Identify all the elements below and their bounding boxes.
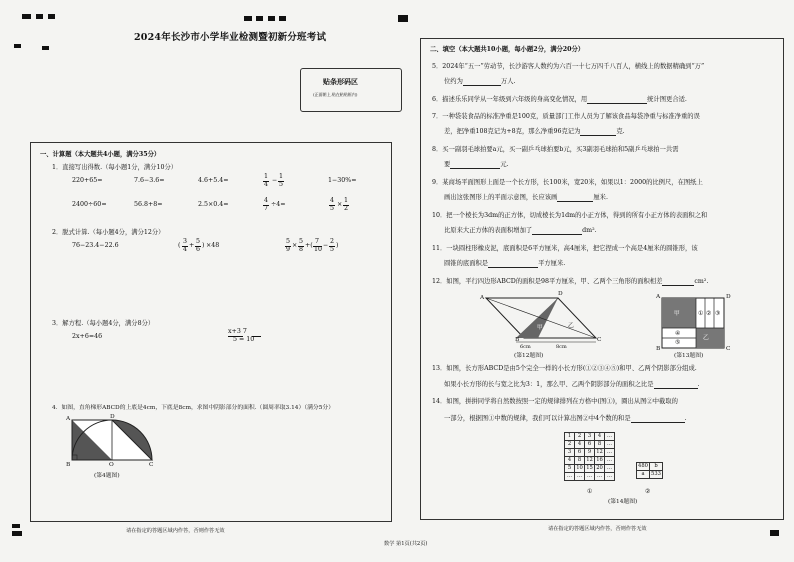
q4-text: 4．如图，直角梯形ABCD的上底是4cm，下底是8cm，求图中阴影部分的面积.（圆周率取3.14）（满分5分） bbox=[52, 405, 335, 411]
q4-label-d: D bbox=[110, 414, 115, 420]
q4-label-o: O bbox=[109, 462, 114, 468]
q12-label-d: D bbox=[558, 291, 563, 297]
q12-caption: (第12题图) bbox=[514, 353, 544, 359]
q10-line1: 10．把一个棱长为3dm的正方体，切成棱长为1dm的小正方体，得到的所有小正方体的表面积之和 bbox=[432, 212, 708, 219]
q7-line1: 7．一种袋装食品的标准净重是100克，质量部门工作人员为了解该食品每袋净重与标准净重的误 bbox=[432, 113, 700, 120]
exam-title: 2024年长沙市小学毕业检测暨初新分班考试 bbox=[134, 32, 327, 43]
registration-mark bbox=[48, 14, 55, 19]
q13-label-jia: 甲 bbox=[674, 311, 680, 317]
q1-item: 7.6−3.6= bbox=[134, 177, 165, 184]
q13-label-2: ② bbox=[706, 311, 712, 317]
registration-mark bbox=[268, 16, 275, 21]
registration-mark bbox=[398, 15, 408, 22]
q12-label-yi: 乙 bbox=[568, 323, 574, 329]
q1-item: 220+65= bbox=[72, 177, 103, 184]
q14-answer-blank[interactable] bbox=[631, 416, 685, 423]
q12-line: 12．如图，平行四边形ABCD的面积是98平方厘米，甲、乙两个三角形的面积相差 cm². bbox=[432, 278, 709, 285]
q10-line2: 比原来大正方体的表面积增加了 dm². bbox=[444, 227, 597, 234]
q11-line2: 圆锥的底面积是 平方厘米. bbox=[444, 260, 566, 267]
q13-label-1: ① bbox=[698, 311, 704, 317]
q1-fraction-item: 1 4 − 1 5 bbox=[264, 173, 284, 188]
section2-heading: 二、填空（本大题共10小题，每小题2分，满分20分） bbox=[430, 46, 585, 53]
q5-answer-blank[interactable] bbox=[463, 79, 501, 86]
q7-answer-blank[interactable] bbox=[580, 129, 616, 136]
q1-fraction-item: 4 7 ÷4= bbox=[264, 197, 286, 212]
q3-text: 3．解方程.（每小题4分，满分8分） bbox=[52, 320, 155, 327]
registration-mark bbox=[12, 531, 22, 536]
q4-caption: (第4题图) bbox=[94, 473, 120, 479]
q4-label-c: C bbox=[149, 462, 154, 468]
q4-label-a: A bbox=[66, 416, 71, 422]
q1-item: 56.8+8= bbox=[134, 201, 163, 208]
section1-heading: 一、计算题（本大题共4小题，满分35分） bbox=[40, 151, 161, 158]
left-footer-note: 请在指定的答题区域内作答，否则作答无效 bbox=[126, 528, 225, 534]
q12-answer-blank[interactable] bbox=[662, 279, 694, 286]
q5-line1: 5．2024年“五一”劳动节，长沙游客人数约为六百一十七万四千八百人，横线上的数据精确到“万” bbox=[432, 63, 705, 70]
q1-item: 1−30%= bbox=[328, 177, 357, 184]
q4-label-b: B bbox=[66, 462, 71, 468]
q9-line1: 9．某商场平面图形上面是一个长方形，长100米，宽20米，如果以1：2000的比例尺，在图纸上 bbox=[432, 179, 703, 186]
q14-extract-grid: 480 b a 533 bbox=[638, 463, 661, 477]
q8-line1: 8．买一副羽毛球拍要a元，买一副乒乓球拍要b元，买3副羽毛球拍和5副乒乓球拍一共需 bbox=[432, 146, 679, 153]
registration-mark bbox=[42, 46, 49, 50]
q12-label-a: A bbox=[480, 295, 485, 301]
q13-answer-blank[interactable] bbox=[654, 382, 698, 389]
page-number: 数学 第1页(共2页) bbox=[384, 541, 428, 547]
q9-answer-blank[interactable] bbox=[557, 195, 593, 202]
q13-label-3: ③ bbox=[715, 311, 721, 317]
q6-line: 6．描述乐乐同学从一年级到六年级的身高变化情况，用 统计图更合适. bbox=[432, 96, 687, 103]
q12-measure-6cm: 6cm bbox=[520, 344, 531, 350]
barcode-label: 贴条形码区 bbox=[323, 77, 358, 86]
q13-label-4: ④ bbox=[675, 331, 681, 337]
q6-answer-blank[interactable] bbox=[587, 97, 647, 104]
q2-expr3: 5 9 × 5 8 +( 7 10 − 2 5 ) bbox=[286, 238, 339, 253]
q14-line1: 14．如图，拼拼同学将自然数按照一定的规律排列在方格中(图①)，圈出从图②中截取的 bbox=[432, 398, 678, 405]
q13-label-5: ⑤ bbox=[675, 340, 681, 346]
q1-text: 1．直接写出得数.（每小题1分，满分10分） bbox=[52, 164, 178, 171]
q12-label-jia: 甲 bbox=[537, 325, 543, 331]
q14-caption: (第14题图) bbox=[608, 499, 638, 505]
q13-label-a: A bbox=[656, 294, 661, 300]
registration-mark bbox=[36, 14, 43, 19]
q14-fig1-label: ① bbox=[587, 489, 593, 495]
registration-mark bbox=[22, 14, 31, 19]
q12-label-b: B bbox=[515, 337, 520, 343]
q13-line2: 如果小长方形的长与宽之比为3：1，那么甲、乙两个阴影部分的面积之比是 . bbox=[444, 381, 700, 388]
q9-line2: 画出这张图形上的平面示意图，长应该画 厘米. bbox=[444, 194, 608, 201]
q11-answer-blank[interactable] bbox=[488, 261, 538, 268]
q1-fraction-item: 4 5 × 1 2 bbox=[330, 197, 349, 212]
q2-text: 2．脱式计算.（每小题4分，满分12分） bbox=[52, 229, 165, 236]
q3-equation2: x+3 7 5 = 10 bbox=[228, 328, 268, 346]
registration-mark bbox=[12, 524, 20, 528]
q12-parallelogram-figure bbox=[476, 292, 606, 348]
q13-rectangle-figure bbox=[662, 298, 724, 348]
q12-label-c: C bbox=[597, 337, 602, 343]
q2-expr1: 76−23.4−22.6 bbox=[72, 242, 119, 249]
q1-item: 4.6+5.4= bbox=[198, 177, 229, 184]
q3-equation1: 2x+6=46 bbox=[72, 333, 103, 340]
q1-item: 2.5×0.4= bbox=[198, 201, 229, 208]
registration-mark bbox=[279, 16, 286, 21]
q7-line2: 差，把净重108克记为+8克，那么净重96克记为 克. bbox=[444, 128, 625, 135]
registration-mark bbox=[14, 44, 21, 48]
q8-line2: 要 元. bbox=[444, 161, 509, 168]
q14-line2: 一部分，根据图①中数的规律，我们可以计算出图②中4个数的和是 . bbox=[444, 415, 687, 422]
barcode-area bbox=[300, 68, 402, 112]
registration-mark bbox=[770, 530, 779, 536]
q10-answer-blank[interactable] bbox=[532, 228, 582, 235]
q11-line1: 11．一块圆柱形橡皮泥，底面积是6平方厘米，高4厘米，把它捏成一个高是4厘米的圆锥形，该 bbox=[432, 245, 698, 252]
q13-label-c: C bbox=[726, 346, 731, 352]
q1-item: 2400÷60= bbox=[72, 201, 107, 208]
q13-label-yi: 乙 bbox=[703, 335, 709, 341]
registration-mark bbox=[244, 16, 252, 21]
q2-expr2: ( 3 4 + 5 6 ) ×48 bbox=[178, 238, 220, 253]
q8-answer-blank[interactable] bbox=[450, 162, 500, 169]
q12-measure-8cm: 8cm bbox=[556, 344, 567, 350]
q14-number-grid: 1 2 3 4 ... 2 4 6 8 ... 3 6 9 12 ... 4 8 12 16 ... 5 10 15 20 ... ... ... ... ... ... bbox=[564, 432, 615, 481]
q14-fig2-label: ② bbox=[645, 489, 651, 495]
q13-line1: 13．如图，长方形ABCD是由5个完全一样的小长方形(①②③④⑤)和甲、乙两个阴影部分组成. bbox=[432, 365, 697, 372]
registration-mark bbox=[256, 16, 263, 21]
right-footer-note: 请在指定的答题区域内作答，否则作答无效 bbox=[548, 526, 647, 532]
q5-line2: 位约为 万人. bbox=[444, 78, 516, 85]
barcode-note: (正面朝上,贴在粘贴框内) bbox=[313, 92, 358, 97]
q13-label-d: D bbox=[726, 294, 731, 300]
q13-caption: (第13题图) bbox=[674, 353, 704, 359]
q13-label-b: B bbox=[656, 346, 661, 352]
